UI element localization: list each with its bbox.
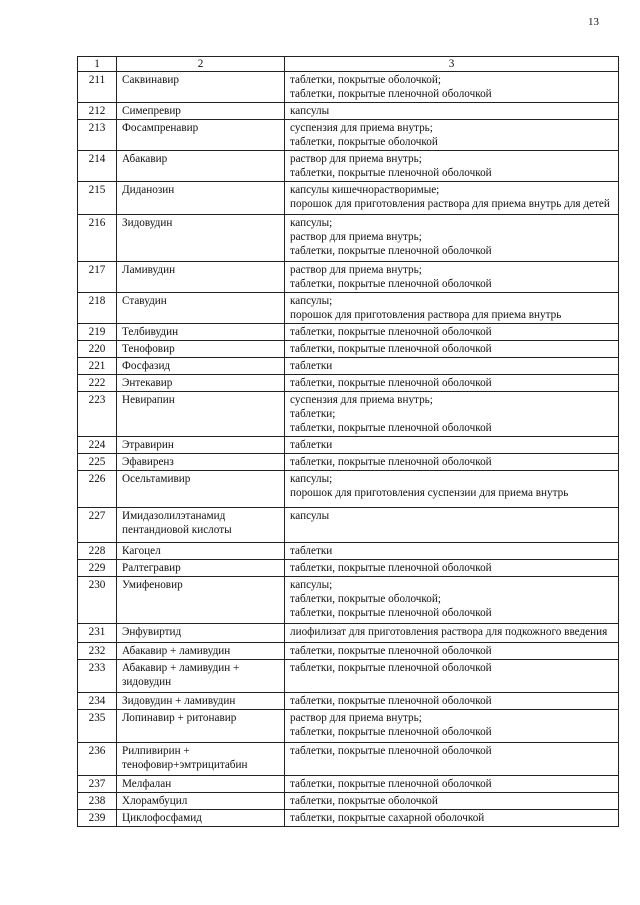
drug-name-cell: Диданозин (117, 182, 285, 215)
dosage-form-line: капсулы; (290, 579, 333, 591)
table-row (78, 776, 619, 793)
dosage-forms-cell (285, 660, 619, 693)
drug-name-cell: Лопинавир + ритонавир (117, 710, 285, 743)
dosage-forms-cell (285, 743, 619, 776)
dosage-form-line: таблетки; (290, 408, 336, 420)
dosage-form-line: капсулы кишечнорастворимые; (290, 184, 440, 196)
dosage-form-line: лиофилизат для приготовления раствора для подкожного введения (290, 626, 608, 638)
dosage-forms-cell (285, 776, 619, 793)
dosage-forms-cell (285, 810, 619, 827)
dosage-form-line: таблетки, покрытые пленочной оболочкой (290, 662, 492, 674)
drug-name-cell: Хлорамбуцил (117, 793, 285, 810)
row-number-cell: 229 (78, 560, 117, 577)
dosage-forms-cell (285, 341, 619, 358)
drug-name-cell: Невирапин (117, 392, 285, 437)
table-row (78, 693, 619, 710)
row-number-cell: 216 (78, 215, 117, 262)
drug-name-cell: Рилпивирин + тенофовир+эмтрицитабин (117, 743, 285, 776)
dosage-form-line: капсулы; (290, 217, 333, 229)
drug-name-cell: Абакавир + ламивудин (117, 643, 285, 660)
dosage-forms-cell (285, 508, 619, 543)
dosage-form-line: порошок для приготовления раствора для приема внутрь (290, 309, 562, 321)
row-number-cell: 211 (78, 72, 117, 103)
row-number-cell: 230 (78, 577, 117, 624)
row-number-cell: 233 (78, 660, 117, 693)
row-number-cell: 227 (78, 508, 117, 543)
table-row (78, 151, 619, 182)
table-body (78, 72, 619, 827)
drug-name-cell: Абакавир (117, 151, 285, 182)
page-number: 13 (588, 16, 599, 28)
row-number-cell: 236 (78, 743, 117, 776)
dosage-forms-cell (285, 471, 619, 508)
dosage-forms-cell (285, 72, 619, 103)
row-number-cell: 228 (78, 543, 117, 560)
table-row (78, 120, 619, 151)
dosage-form-line: порошок для приготовления раствора для приема внутрь для детей (290, 198, 610, 210)
dosage-forms-cell (285, 577, 619, 624)
drug-name-cell: Тенофовир (117, 341, 285, 358)
table-row (78, 262, 619, 293)
row-number-cell: 212 (78, 103, 117, 120)
drug-name-cell: Симепревир (117, 103, 285, 120)
drug-name-cell: Абакавир + ламивудин + зидовудин (117, 660, 285, 693)
table-row (78, 358, 619, 375)
dosage-form-line: капсулы; (290, 295, 333, 307)
row-number-cell: 225 (78, 454, 117, 471)
table-row (78, 454, 619, 471)
table-row (78, 660, 619, 693)
row-number-cell: 219 (78, 324, 117, 341)
dosage-form-line: таблетки, покрытые пленочной оболочкой (290, 167, 492, 179)
row-number-cell: 238 (78, 793, 117, 810)
dosage-form-line: таблетки, покрытые пленочной оболочкой (290, 778, 492, 790)
table-row (78, 577, 619, 624)
dosage-forms-cell (285, 793, 619, 810)
dosage-form-line: таблетки, покрытые пленочной оболочкой (290, 645, 492, 657)
dosage-forms-cell (285, 454, 619, 471)
dosage-form-line: суспензия для приема внутрь; (290, 394, 433, 406)
table-row (78, 341, 619, 358)
drug-name-cell: Энфувиртид (117, 624, 285, 643)
dosage-forms-cell (285, 358, 619, 375)
row-number-cell: 220 (78, 341, 117, 358)
dosage-forms-cell (285, 120, 619, 151)
dosage-forms-cell (285, 392, 619, 437)
drug-name-cell: Зидовудин + ламивудин (117, 693, 285, 710)
drug-name-cell: Циклофосфамид (117, 810, 285, 827)
table-row (78, 375, 619, 392)
row-number-cell: 223 (78, 392, 117, 437)
row-number-cell: 232 (78, 643, 117, 660)
dosage-forms-cell (285, 182, 619, 215)
drug-table (77, 56, 619, 827)
dosage-forms-cell (285, 710, 619, 743)
dosage-form-line: таблетки, покрытые оболочкой; (290, 74, 441, 86)
dosage-form-line: суспензия для приема внутрь; (290, 122, 433, 134)
drug-name-cell: Эфавиренз (117, 454, 285, 471)
dosage-form-line: капсулы (290, 510, 330, 522)
dosage-form-line: таблетки, покрытые оболочкой; (290, 593, 441, 605)
dosage-forms-cell (285, 693, 619, 710)
drug-name-cell: Ламивудин (117, 262, 285, 293)
row-number-cell: 217 (78, 262, 117, 293)
row-number-cell: 214 (78, 151, 117, 182)
dosage-form-line: таблетки, покрытые пленочной оболочкой (290, 377, 492, 389)
row-number-cell: 215 (78, 182, 117, 215)
row-number-cell: 222 (78, 375, 117, 392)
row-number-cell: 235 (78, 710, 117, 743)
dosage-forms-cell (285, 324, 619, 341)
dosage-form-line: капсулы (290, 105, 330, 117)
row-number-cell: 237 (78, 776, 117, 793)
row-number-cell: 231 (78, 624, 117, 643)
dosage-forms-cell (285, 375, 619, 392)
table-row (78, 793, 619, 810)
dosage-form-line: таблетки (290, 439, 333, 451)
table-row (78, 508, 619, 543)
dosage-form-line: таблетки, покрытые пленочной оболочкой (290, 245, 492, 257)
dosage-form-line: таблетки, покрытые пленочной оболочкой (290, 422, 492, 434)
table-header-row (78, 57, 619, 72)
drug-name-cell: Фосампренавир (117, 120, 285, 151)
dosage-form-line: раствор для приема внутрь; (290, 264, 422, 276)
dosage-form-line: капсулы; (290, 473, 333, 485)
dosage-forms-cell (285, 560, 619, 577)
dosage-form-line: таблетки (290, 545, 333, 557)
drug-name-cell: Ставудин (117, 293, 285, 324)
table-row (78, 560, 619, 577)
row-number-cell: 213 (78, 120, 117, 151)
table-row (78, 293, 619, 324)
dosage-form-line: таблетки, покрытые пленочной оболочкой (290, 745, 492, 757)
dosage-form-line: таблетки, покрытые пленочной оболочкой (290, 695, 492, 707)
drug-name-cell: Телбивудин (117, 324, 285, 341)
dosage-forms-cell (285, 103, 619, 120)
dosage-form-line: таблетки, покрытые пленочной оболочкой (290, 562, 492, 574)
dosage-form-line: раствор для приема внутрь; (290, 231, 422, 243)
table-row (78, 624, 619, 643)
table-row (78, 471, 619, 508)
column-header-name: 2 (117, 57, 285, 72)
dosage-form-line: таблетки, покрытые пленочной оболочкой (290, 88, 492, 100)
row-number-cell: 226 (78, 471, 117, 508)
drug-name-cell: Ралтегравир (117, 560, 285, 577)
dosage-forms-cell (285, 293, 619, 324)
table-row (78, 543, 619, 560)
column-header-number: 1 (78, 57, 117, 72)
drug-name-cell: Этравирин (117, 437, 285, 454)
drug-name-cell: Энтекавир (117, 375, 285, 392)
table-row (78, 810, 619, 827)
table-row (78, 437, 619, 454)
dosage-form-line: таблетки, покрытые оболочкой (290, 136, 438, 148)
table-row (78, 182, 619, 215)
drug-name-cell: Фосфазид (117, 358, 285, 375)
table-row (78, 103, 619, 120)
row-number-cell: 239 (78, 810, 117, 827)
dosage-form-line: таблетки, покрытые пленочной оболочкой (290, 456, 492, 468)
table-row (78, 392, 619, 437)
drug-name-cell: Осельтамивир (117, 471, 285, 508)
dosage-form-line: таблетки, покрытые оболочкой (290, 795, 438, 807)
dosage-form-line: таблетки, покрытые пленочной оболочкой (290, 726, 492, 738)
dosage-form-line: раствор для приема внутрь; (290, 153, 422, 165)
row-number-cell: 224 (78, 437, 117, 454)
dosage-forms-cell (285, 643, 619, 660)
table-row (78, 710, 619, 743)
dosage-form-line: таблетки, покрытые пленочной оболочкой (290, 326, 492, 338)
drug-name-cell: Зидовудин (117, 215, 285, 262)
dosage-forms-cell (285, 151, 619, 182)
dosage-forms-cell (285, 624, 619, 643)
table-row (78, 743, 619, 776)
row-number-cell: 221 (78, 358, 117, 375)
dosage-form-line: раствор для приема внутрь; (290, 712, 422, 724)
dosage-form-line: таблетки, покрытые сахарной оболочкой (290, 812, 485, 824)
dosage-form-line: таблетки, покрытые пленочной оболочкой (290, 278, 492, 290)
dosage-forms-cell (285, 543, 619, 560)
dosage-form-line: таблетки, покрытые пленочной оболочкой (290, 343, 492, 355)
drug-name-cell: Мелфалан (117, 776, 285, 793)
dosage-forms-cell (285, 262, 619, 293)
table-row (78, 215, 619, 262)
column-header-forms: 3 (285, 57, 619, 72)
dosage-forms-cell (285, 437, 619, 454)
table-row (78, 324, 619, 341)
dosage-forms-cell (285, 215, 619, 262)
drug-name-cell: Саквинавир (117, 72, 285, 103)
row-number-cell: 218 (78, 293, 117, 324)
drug-name-cell: Кагоцел (117, 543, 285, 560)
row-number-cell: 234 (78, 693, 117, 710)
drug-name-cell: Имидазолилэтанамид пентандиовой кислоты (117, 508, 285, 543)
dosage-form-line: порошок для приготовления суспензии для приема внутрь (290, 487, 569, 499)
table-row (78, 72, 619, 103)
table-row (78, 643, 619, 660)
drug-name-cell: Умифеновир (117, 577, 285, 624)
dosage-form-line: таблетки, покрытые пленочной оболочкой (290, 607, 492, 619)
dosage-form-line: таблетки (290, 360, 333, 372)
